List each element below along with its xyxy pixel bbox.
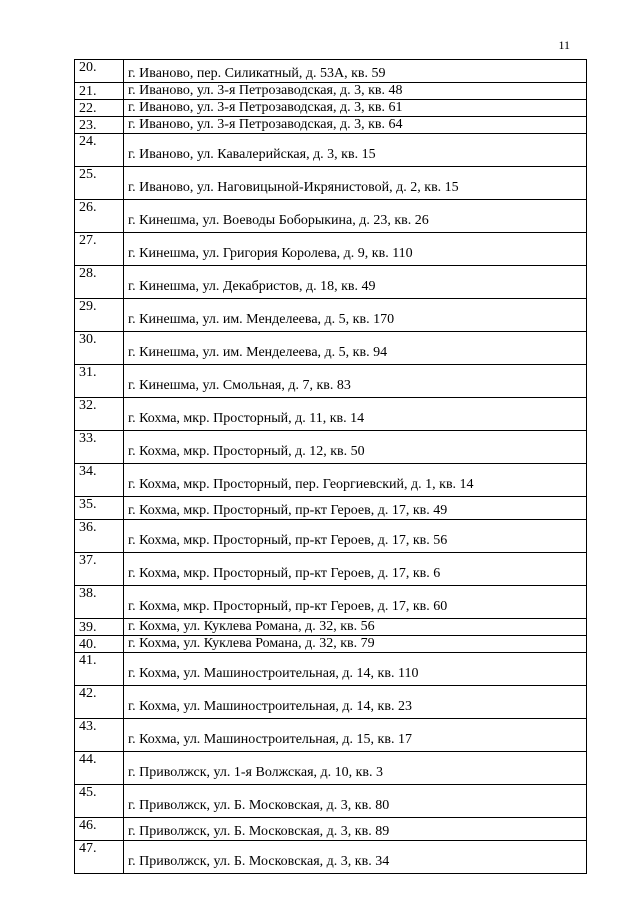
row-number-cell: 32. [75,398,124,431]
table-row [75,497,587,520]
row-number-cell: 43. [75,719,124,752]
table-row [75,841,587,874]
address-cell: г. Кохма, мкр. Просторный, пр-кт Героев, д. 17, кв. 56 [124,520,587,553]
table-row [75,520,587,553]
table-row [75,365,587,398]
address-cell: г. Иваново, ул. 3-я Петрозаводская, д. 3, кв. 64 [124,117,587,134]
row-number-cell: 25. [75,167,124,200]
address-cell: г. Кохма, мкр. Просторный, пр-кт Героев, д. 17, кв. 60 [124,586,587,619]
table-row [75,818,587,841]
table-row [75,60,587,83]
table-row [75,619,587,636]
row-number-cell: 36. [75,520,124,553]
table-row [75,686,587,719]
table-row [75,636,587,653]
address-cell: г. Кохма, мкр. Просторный, пер. Георгиевский, д. 1, кв. 14 [124,464,587,497]
row-number-cell: 38. [75,586,124,619]
table-row [75,117,587,134]
row-number-cell: 41. [75,653,124,686]
address-table [74,59,587,874]
row-number-cell: 44. [75,752,124,785]
address-cell: г. Кинешма, ул. Воеводы Боборыкина, д. 23, кв. 26 [124,200,587,233]
table-row [75,83,587,100]
address-cell: г. Кохма, мкр. Просторный, д. 11, кв. 14 [124,398,587,431]
address-cell: г. Кохма, ул. Куклева Романа, д. 32, кв. 79 [124,636,587,653]
address-cell: г. Кинешма, ул. Григория Королева, д. 9, кв. 110 [124,233,587,266]
table-row [75,233,587,266]
address-cell: г. Иваново, ул. 3-я Петрозаводская, д. 3, кв. 61 [124,100,587,117]
address-cell: г. Кохма, мкр. Просторный, пр-кт Героев, д. 17, кв. 6 [124,553,587,586]
row-number-cell: 39. [75,619,124,636]
row-number-cell: 31. [75,365,124,398]
table-row [75,398,587,431]
table-row [75,785,587,818]
address-cell: г. Кохма, ул. Машиностроительная, д. 14, кв. 110 [124,653,587,686]
table-row [75,586,587,619]
row-number-cell: 45. [75,785,124,818]
row-number-cell: 27. [75,233,124,266]
row-number-cell: 26. [75,200,124,233]
row-number-cell: 28. [75,266,124,299]
address-cell: г. Кинешма, ул. Смольная, д. 7, кв. 83 [124,365,587,398]
address-cell: г. Кинешма, ул. им. Менделеева, д. 5, кв. 170 [124,299,587,332]
row-number-cell: 37. [75,553,124,586]
row-number-cell: 34. [75,464,124,497]
address-cell: г. Кинешма, ул. Декабристов, д. 18, кв. 49 [124,266,587,299]
address-cell: г. Кинешма, ул. им. Менделеева, д. 5, кв. 94 [124,332,587,365]
table-row [75,134,587,167]
address-cell: г. Иваново, ул. 3-я Петрозаводская, д. 3, кв. 48 [124,83,587,100]
table-row [75,100,587,117]
table-row [75,200,587,233]
row-number-cell: 46. [75,818,124,841]
row-number-cell: 24. [75,134,124,167]
address-cell: г. Иваново, пер. Силикатный, д. 53А, кв. 59 [124,60,587,83]
address-cell: г. Иваново, ул. Наговицыной-Икрянистовой, д. 2, кв. 15 [124,167,587,200]
address-cell: г. Кохма, ул. Машиностроительная, д. 14, кв. 23 [124,686,587,719]
row-number-cell: 42. [75,686,124,719]
address-cell: г. Приволжск, ул. Б. Московская, д. 3, кв. 34 [124,841,587,874]
row-number-cell: 20. [75,60,124,83]
address-table-body [75,60,587,874]
address-cell: г. Кохма, ул. Куклева Романа, д. 32, кв. 56 [124,619,587,636]
table-row [75,719,587,752]
address-cell: г. Приволжск, ул. Б. Московская, д. 3, кв. 89 [124,818,587,841]
address-cell: г. Кохма, ул. Машиностроительная, д. 15, кв. 17 [124,719,587,752]
table-row [75,653,587,686]
page-number: 11 [558,38,570,52]
address-cell: г. Кохма, мкр. Просторный, д. 12, кв. 50 [124,431,587,464]
row-number-cell: 35. [75,497,124,520]
table-row [75,299,587,332]
address-cell: г. Кохма, мкр. Просторный, пр-кт Героев, д. 17, кв. 49 [124,497,587,520]
row-number-cell: 30. [75,332,124,365]
table-row [75,553,587,586]
table-row [75,266,587,299]
table-row [75,752,587,785]
row-number-cell: 47. [75,841,124,874]
address-cell: г. Приволжск, ул. Б. Московская, д. 3, кв. 80 [124,785,587,818]
row-number-cell: 29. [75,299,124,332]
table-row [75,332,587,365]
row-number-cell: 22. [75,100,124,117]
table-row [75,167,587,200]
address-cell: г. Иваново, ул. Кавалерийская, д. 3, кв. 15 [124,134,587,167]
row-number-cell: 33. [75,431,124,464]
row-number-cell: 40. [75,636,124,653]
address-cell: г. Приволжск, ул. 1-я Волжская, д. 10, кв. 3 [124,752,587,785]
row-number-cell: 23. [75,117,124,134]
row-number-cell: 21. [75,83,124,100]
table-row [75,431,587,464]
table-row [75,464,587,497]
